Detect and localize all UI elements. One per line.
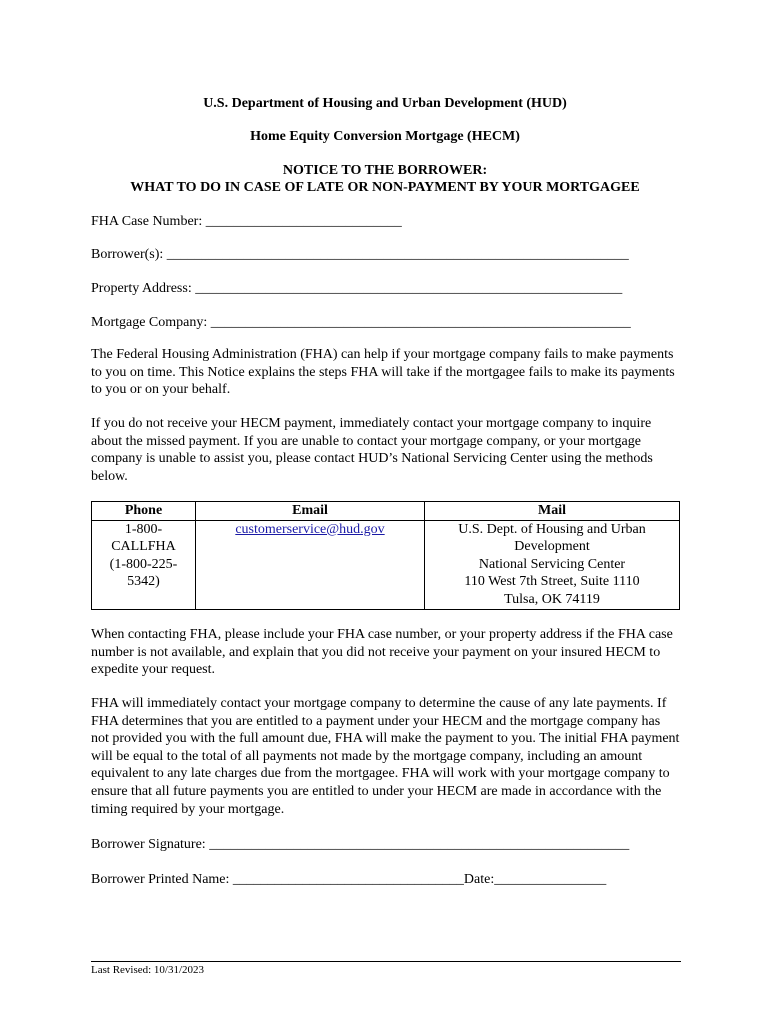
case-number-field[interactable]: FHA Case Number: ____________________________	[91, 214, 402, 229]
contact-table-header-row	[92, 502, 680, 521]
email-link[interactable]: customerservice@hud.gov	[235, 521, 385, 537]
property-address-field[interactable]: Property Address: _____________________________________________________________	[91, 281, 623, 296]
footer-divider	[91, 961, 681, 962]
contact-table	[91, 501, 680, 610]
borrower-signature-field[interactable]: Borrower Signature: ____________________________________________________________	[91, 837, 630, 852]
notice-heading-line2: WHAT TO DO IN CASE OF LATE OR NON-PAYMENT BY YOUR MORTGAGEE	[130, 180, 640, 195]
mail-line: 110 West 7th Street, Suite 1110	[464, 574, 640, 590]
mail-line: U.S. Dept. of Housing and Urban	[458, 521, 646, 537]
email-cell	[196, 520, 425, 609]
last-revised: Last Revised: 10/31/2023	[91, 964, 205, 976]
borrowers-field[interactable]: Borrower(s): __________________________________________________________________	[91, 247, 629, 262]
contacting-paragraph: When contacting FHA, please include your FHA case number, or your property address if the FHA case number is not available, and explain that you did not receive your payment on your insured HECM to expedite your request.	[91, 627, 673, 678]
mail-line: Development	[514, 539, 590, 555]
phone-line: (1-800-225-	[109, 556, 178, 572]
phone-line: 1-800-	[124, 521, 163, 537]
printed-name-input[interactable]: Borrower Printed Name: _________________________________	[91, 872, 464, 887]
mail-header: Mail	[425, 502, 680, 521]
mail-line: National Servicing Center	[478, 556, 626, 572]
mail-line: Tulsa, OK 74119	[504, 591, 600, 607]
fha-action-paragraph: FHA will immediately contact your mortgage company to determine the cause of any late payments. If FHA determines that you are entitled to a payment under your HECM and the mortgage company has not provided you with the full amount due, FHA will make the payment to you. The initial FHA payment will be equal to the total of all payments not made by the mortgage company, including an amount equivalent to any late charges due from the mortgagee. FHA will work with your mortgage company to ensure that all future payments you are entitled to under your HECM are made in accordance with the timing required by your mortgage.	[91, 696, 680, 817]
notice-heading-line1: NOTICE TO THE BORROWER:	[282, 163, 488, 178]
phone-header: Phone	[92, 502, 196, 521]
phone-line: CALLFHA	[111, 539, 176, 555]
date-input[interactable]: Date:________________	[463, 872, 607, 887]
email-header: Email	[196, 502, 425, 521]
mortgage-company-field[interactable]: Mortgage Company: ____________________________________________________________	[91, 315, 631, 330]
agency-heading: U.S. Department of Housing and Urban Development (HUD)	[203, 96, 567, 111]
instructions-paragraph: If you do not receive your HECM payment, immediately contact your mortgage company to inquire about the missed payment. If you are unable to contact your mortgage company, or your mortgage company is unable to assist you, please contact HUD’s National Servicing Center using the methods below.	[91, 416, 653, 484]
mail-cell	[425, 520, 680, 609]
program-heading: Home Equity Conversion Mortgage (HECM)	[250, 129, 520, 144]
phone-line: 5342)	[127, 574, 160, 590]
intro-paragraph: The Federal Housing Administration (FHA) can help if your mortgage company fails to make payments to you on time. This Notice explains the steps FHA will take if the mortgagee fails to make its payments to you or on your behalf.	[91, 347, 675, 398]
phone-cell	[92, 520, 196, 609]
contact-table-row	[92, 520, 680, 609]
borrower-printed-name-field	[91, 871, 606, 888]
